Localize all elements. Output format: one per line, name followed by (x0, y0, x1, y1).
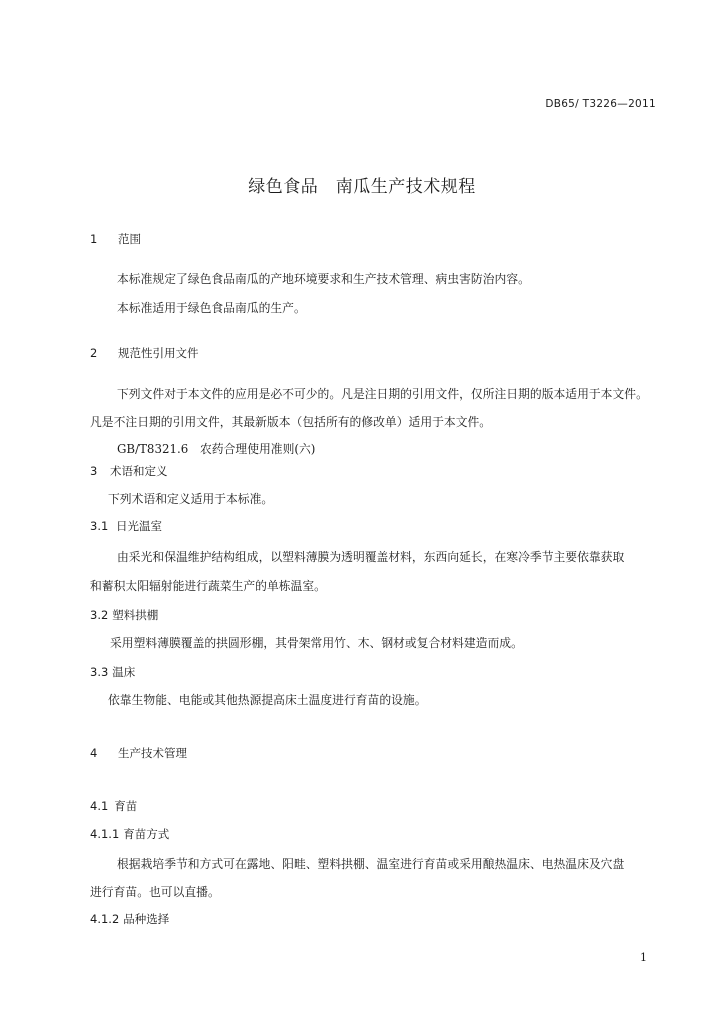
section-number: 3.2 (90, 608, 109, 622)
section-2-heading (90, 345, 199, 361)
section-number: 3.3 (90, 665, 109, 679)
paragraph: 和蓄积太阳辐射能进行蔬菜生产的单栋温室。 (90, 579, 326, 593)
subsection-3-1-heading (90, 518, 162, 534)
section-number: 1 (90, 232, 98, 246)
section-title: 温床 (112, 665, 136, 679)
section-number: 4.1 (90, 799, 109, 813)
section-number: 3.1 (90, 519, 109, 533)
section-title: 术语和定义 (110, 464, 168, 478)
paragraph: 凡是不注日期的引用文件，其最新版本（包括所有的修改单）适用于本文件。 (90, 415, 492, 429)
page-number: 1 (640, 951, 647, 964)
paragraph: 由采光和保温维护结构组成，以塑料薄膜为透明覆盖材料，东西向延长，在寒冷季节主要依靠获取 (117, 550, 625, 564)
section-1-heading (90, 231, 141, 247)
section-title: 日光温室 (116, 519, 162, 533)
section-4-heading (90, 745, 187, 761)
section-number: 4.1.1 (90, 827, 120, 841)
section-number: 4 (90, 746, 98, 760)
section-3-heading (90, 463, 168, 479)
paragraph: 进行育苗。也可以直播。 (90, 885, 220, 899)
section-number: 2 (90, 346, 98, 360)
subsection-4-1-2-heading (90, 911, 169, 927)
section-title: 生产技术管理 (118, 746, 187, 760)
section-title: 范围 (118, 232, 141, 246)
section-title: 塑料拱棚 (112, 608, 159, 622)
standard-code: DB65/ T3226—2011 (545, 98, 656, 110)
paragraph: 采用塑料薄膜覆盖的拱圆形棚，其骨架常用竹、木、钢材或复合材料建造而成。 (110, 636, 523, 650)
subsection-3-2-heading (90, 607, 158, 623)
section-number: 4.1.2 (90, 912, 120, 926)
paragraph: 本标准规定了绿色食品南瓜的产地环境要求和生产技术管理、病虫害防治内容。 (117, 272, 530, 286)
paragraph: 依靠生物能、电能或其他热源提高床土温度进行育苗的设施。 (108, 693, 427, 707)
section-title: 育苗方式 (123, 827, 170, 841)
reference-item: GB/T8321.6 农药合理使用准则(六) (117, 442, 316, 456)
paragraph: 本标准适用于绿色食品南瓜的生产。 (117, 301, 306, 315)
section-number: 3 (90, 464, 98, 478)
section-title: 规范性引用文件 (118, 346, 199, 360)
document-title: 绿色食品 南瓜生产技术规程 (248, 177, 476, 197)
subsection-3-3-heading (90, 664, 135, 680)
subsection-4-1-heading (90, 798, 137, 814)
section-title: 品种选择 (123, 912, 170, 926)
paragraph: 根据栽培季节和方式可在露地、阳畦、塑料拱棚、温室进行育苗或采用酿热温床、电热温床及穴盘 (117, 857, 625, 871)
section-title: 育苗 (114, 799, 138, 813)
subsection-4-1-1-heading (90, 826, 169, 842)
paragraph: 下列术语和定义适用于本标准。 (108, 492, 274, 506)
paragraph: 下列文件对于本文件的应用是必不可少的。凡是注日期的引用文件，仅所注日期的版本适用于本文件。 (117, 387, 648, 401)
